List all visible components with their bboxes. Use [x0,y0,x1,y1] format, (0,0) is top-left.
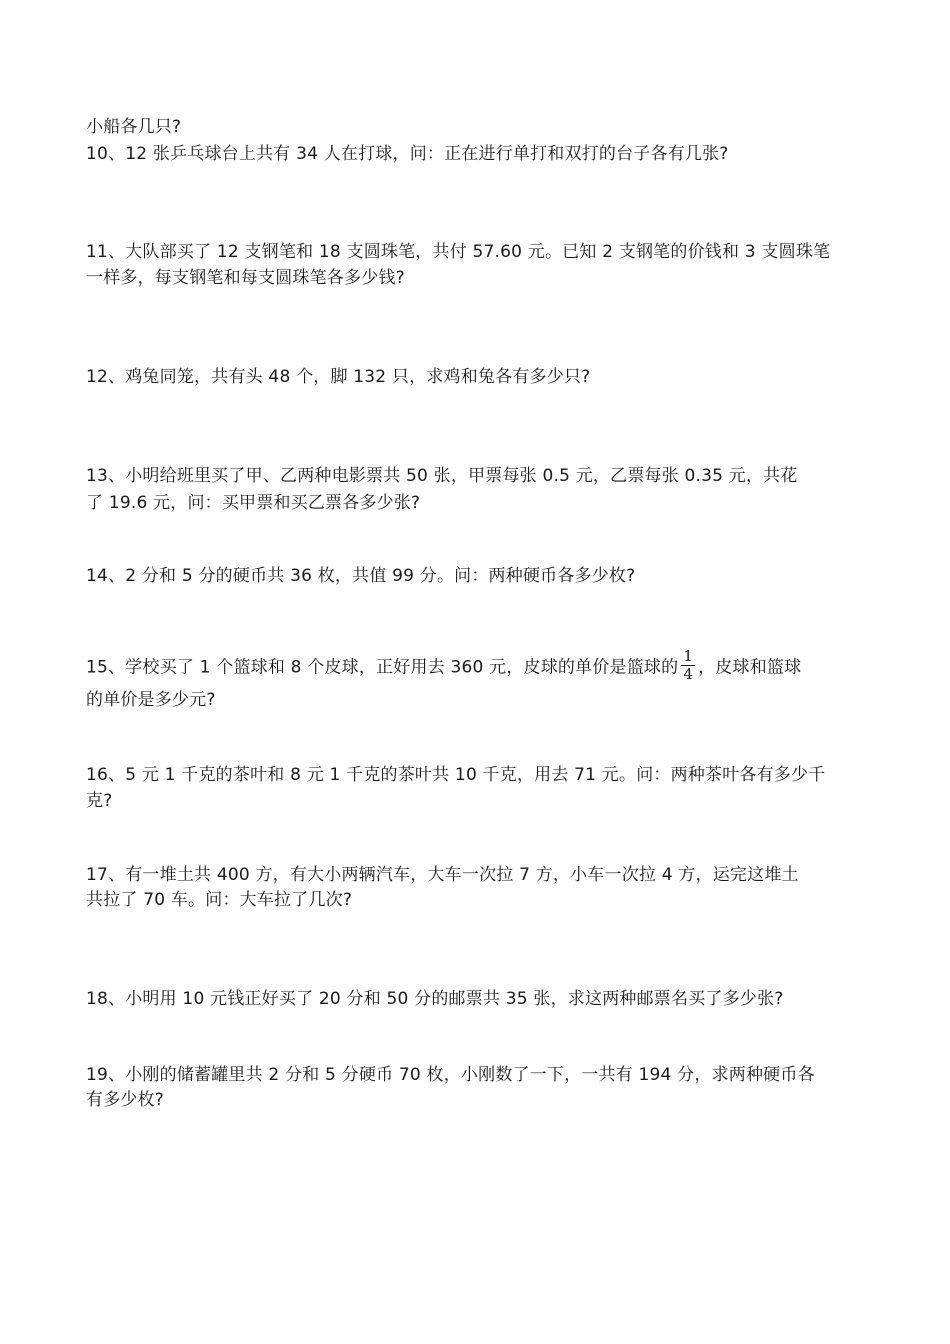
problem-13-line-2: 了 19.6 元，问：买甲票和买乙票各多少张? [86,493,421,513]
problem-14: 14、2 分和 5 分的硬币共 36 枚，共值 99 分。问：两种硬币各多少枚? [86,566,636,586]
problem-10: 10、12 张乒乓球台上共有 34 人在打球，问：正在进行单打和双打的台子各有几张? [86,144,729,164]
problem-18: 18、小明用 10 元钱正好买了 20 分和 50 分的邮票共 35 张，求这两种邮票名买了多少张? [86,989,784,1009]
problem-15-text-after-fraction: ，皮球和篮球 [698,657,802,678]
problem-15-line-2: 的单价是多少元? [86,690,216,710]
fraction-denominator: 4 [683,665,694,683]
problem-11-line-2: 一样多，每支钢笔和每支圆珠笔各多少钱? [86,268,405,288]
problem-13-line-1: 13、小明给班里买了甲、乙两种电影票共 50 张，甲票每张 0.5 元，乙票每张 0.35 元，共花 [86,466,798,486]
problem-15-text-before-fraction: 15、学校买了 1 个篮球和 8 个皮球，正好用去 360 元，皮球的单价是篮球的 [86,657,679,678]
problem-12: 12、鸡兔同笼，共有头 48 个，脚 132 只，求鸡和兔各有多少只? [86,367,591,387]
problem-15-line-1 [86,647,876,685]
problem-16-line-2: 克? [86,791,113,811]
problem-19-line-2: 有多少枚? [86,1090,165,1110]
problem-16-line-1: 16、5 元 1 千克的茶叶和 8 元 1 千克的茶叶共 10 千克，用去 71 元。问：两种茶叶各有多少千 [86,765,826,785]
problem-19-line-1: 19、小刚的储蓄罐里共 2 分和 5 分硬币 70 枚，小刚数了一下，一共有 194 分，求两种硬币各 [86,1065,815,1085]
problem-17-line-2: 共拉了 70 车。问：大车拉了几次? [86,890,353,910]
fraction-one-quarter [681,648,695,683]
problem-9-continuation: 小船各几只? [86,117,182,137]
problem-17-line-1: 17、有一堆土共 400 方，有大小两辆汽车，大车一次拉 7 方，小车一次拉 4 方，运完这堆土 [86,865,799,885]
problem-11-line-1: 11、大队部买了 12 支钢笔和 18 支圆珠笔，共付 57.60 元。已知 2 支钢笔的价钱和 3 支圆珠笔 [86,242,831,262]
fraction-numerator: 1 [683,647,694,665]
